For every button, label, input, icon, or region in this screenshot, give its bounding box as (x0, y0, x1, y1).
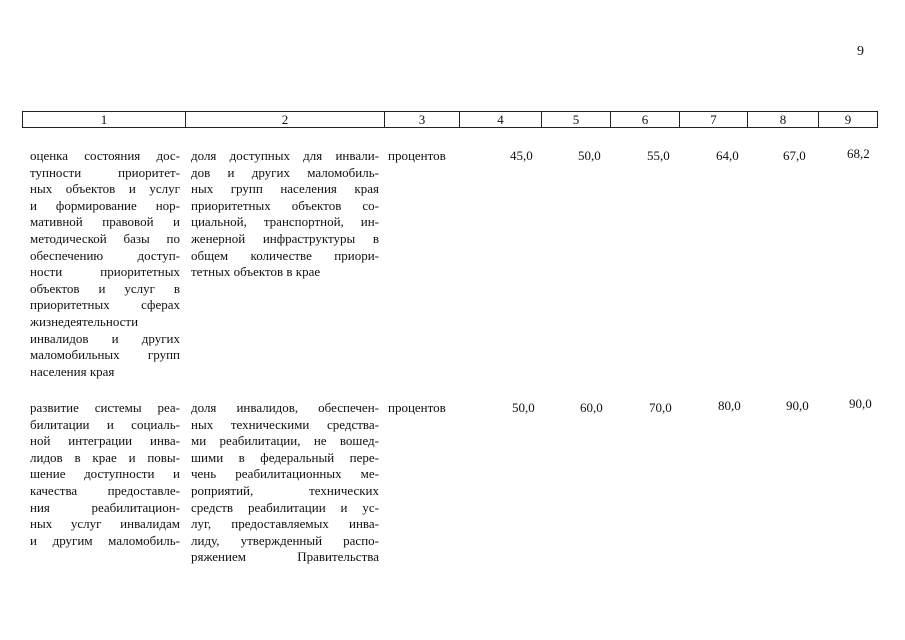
row1-col1 (30, 148, 180, 380)
text-line: жизнедеятельности (30, 313, 139, 329)
text-line: циальной, транспортной, ин- (191, 214, 379, 230)
text-line: тетных объектов в крае (191, 264, 321, 280)
text-line: билитации и социаль- (30, 416, 180, 432)
text-line: и формирование нор- (30, 197, 180, 213)
header-col-3: 3 (385, 112, 460, 127)
text-line: тупности приоритет- (30, 164, 180, 180)
text-line: чень реабилитационных ме- (191, 466, 379, 482)
text-line: приоритетных объектов со- (191, 197, 379, 213)
text-line: качества предоставле- (30, 482, 180, 498)
text-line: доля инвалидов, обеспечен- (191, 400, 379, 415)
row1-value-col8: 67,0 (783, 148, 806, 163)
text-line: маломобильных групп (30, 347, 180, 363)
text-line: ности приоритетных (30, 264, 180, 280)
text-line: ных услуг инвалидам (30, 516, 180, 532)
row2-value-col5: 60,0 (580, 400, 603, 415)
header-col-2: 2 (186, 112, 385, 127)
row2-value-col9: 90,0 (849, 396, 872, 411)
row1-value-col9: 68,2 (847, 146, 870, 161)
header-col-7: 7 (680, 112, 748, 127)
row1-value-col7: 64,0 (716, 148, 739, 163)
text-line: шение доступности и (30, 466, 180, 482)
header-col-9: 9 (844, 112, 852, 127)
text-line: населения края (30, 363, 115, 379)
header-col-1: 1 (23, 112, 186, 127)
header-col-6: 6 (611, 112, 680, 127)
text-line: ми реабилитации, не вошед- (191, 433, 379, 449)
row2-value-col8: 90,0 (786, 398, 809, 413)
page-number: 9 (857, 44, 864, 59)
row2-unit: процентов (388, 400, 446, 415)
header-col-8: 8 (748, 112, 819, 127)
table-header (22, 111, 878, 128)
text-line: методической базы по (30, 230, 180, 246)
row1-value-col5: 50,0 (578, 148, 601, 163)
text-line: инвалидов и других (30, 330, 180, 346)
text-line: и другим маломобиль- (30, 532, 180, 548)
header-col-4: 4 (460, 112, 542, 127)
text-line: ных техническими средства- (191, 416, 379, 432)
text-line: луг, предоставляемых инва- (191, 516, 379, 532)
row1-unit: процентов (388, 148, 446, 163)
text-line: роприятий, технических (191, 482, 379, 498)
row2-value-col7: 80,0 (718, 398, 741, 413)
text-line: шими в федеральный пере- (191, 449, 379, 465)
header-col-5: 5 (542, 112, 611, 127)
text-line: объектов и услуг в (30, 280, 180, 296)
text-line: ряжением Правительства (191, 549, 379, 565)
text-line: ных групп населения края (191, 181, 379, 197)
text-line: дов и других маломобиль- (191, 164, 379, 180)
row2-col2 (191, 400, 379, 566)
text-line: доля доступных для инвали- (191, 148, 379, 163)
row1-value-col6: 55,0 (647, 148, 670, 163)
text-line: мативной правовой и (30, 214, 180, 230)
text-line: оценка состояния дос- (30, 148, 180, 163)
row1-value-col4: 45,0 (510, 148, 533, 163)
row2-value-col6: 70,0 (649, 400, 672, 415)
text-line: ния реабилитацион- (30, 499, 180, 515)
text-line: ной интеграции инва- (30, 433, 180, 449)
row1-col2 (191, 148, 379, 281)
text-line: приоритетных сферах (30, 297, 180, 313)
text-line: развитие системы реа- (30, 400, 180, 415)
row2-col1 (30, 400, 180, 549)
text-line: средств реабилитации и ус- (191, 499, 379, 515)
text-line: лидов в крае и повы- (30, 449, 180, 465)
text-line: лиду, утвержденный распо- (191, 532, 379, 548)
row2-value-col4: 50,0 (512, 400, 535, 415)
text-line: обеспечению доступ- (30, 247, 180, 263)
text-line: женерной инфраструктуры в (191, 230, 379, 246)
text-line: ных объектов и услуг (30, 181, 180, 197)
text-line: общем количестве приори- (191, 247, 379, 263)
